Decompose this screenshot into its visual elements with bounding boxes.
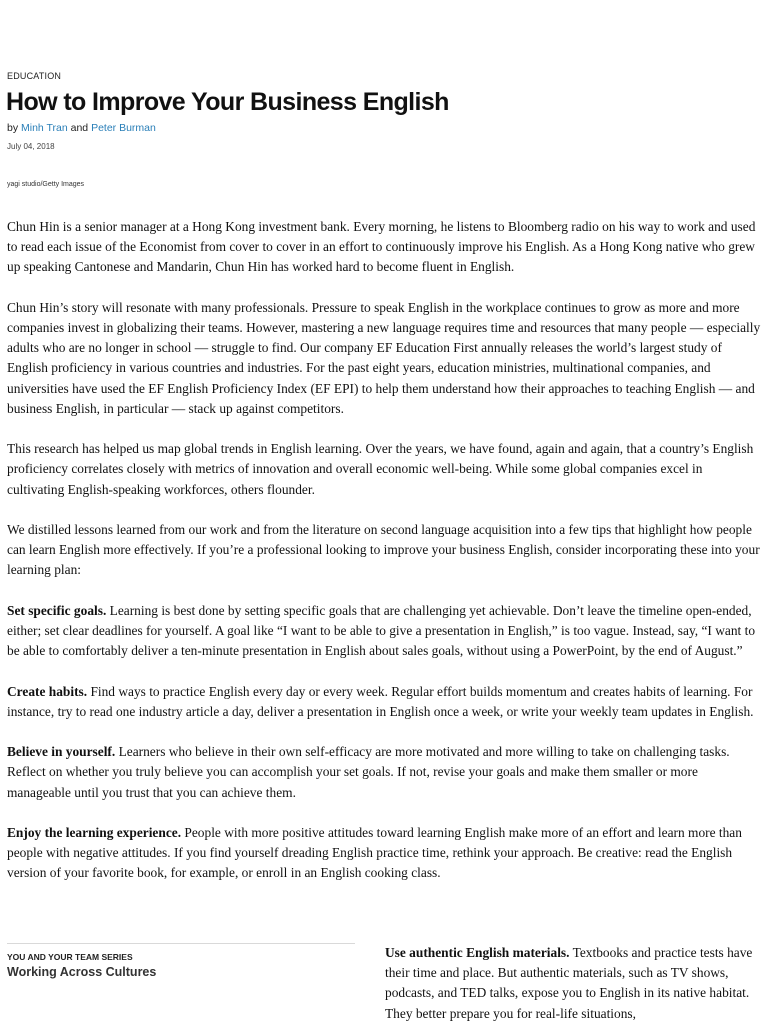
byline [7,122,156,134]
tip-enjoy-heading: Enjoy the learning experience. [7,824,182,840]
article-body [7,217,763,904]
tip-believe-text: Learners who believe in their own self-efficacy are more motivated and more willing to take on challenging tasks. Reflect on whether you truly believe you can accomplish your set goals. If not, revise your goals and make them smaller or more manageable until you trust that you can achieve them. [7,744,730,800]
publish-date: July 04, 2018 [7,142,55,151]
tip-set-goals-heading: Set specific goals. [7,602,107,618]
tip-create-habits-heading: Create habits. [7,683,88,699]
tip-believe-heading: Believe in yourself. [7,744,116,760]
tip-enjoy-text: People with more positive attitudes toward learning English make more of an effort and learn more than people with negative attitudes. If you find yourself dreading English practice time, rethink your approach. Be creative: read the English version of your favorite book, for example, or enroll in an English cooking class. [7,824,742,881]
tip-set-goals-text: Learning is best done by setting specific goals that are challenging yet achievable. Don’t leave the timeline open-ended, either; set clear deadlines for yourself. A goal like “I want to be able to give a presentation in English,” is too vague. Instead, say, “I want to be able to comfortably deliver a ten-minute presentation in English about sales goals, without using a PowerPoint, by the end of August.” [7,602,756,659]
tip-authentic-heading: Use authentic English materials. [385,945,570,960]
paragraph-resonate: Chun Hin’s story will resonate with many professionals. Pressure to speak English in the workplace continues to grow as more and more companies invest in globalizing their teams. However, mastering a new language requires time and resources that many people — especially adults who are no longer in school — struggle to find. Our company EF Education First annually releases the world’s largest study of English proficiency in various countries and industries. For the past eight years, education ministries, multinational companies, and universities have used the EF English Proficiency Index (EF EPI) to help them understand how their approaches to teaching English — and business English, in particular — stack up against competitors. [7,299,761,416]
section-label[interactable]: EDUCATION [7,71,62,81]
image-credit: yagi studio/Getty Images [7,181,85,188]
series-label: YOU AND YOUR TEAM SERIES [7,952,133,962]
paragraph-intro: Chun Hin is a senior manager at a Hong Kong investment bank. Every morning, he listens to Bloomberg radio on his way to work and used to read each issue of the Economist from cover to cover in an effort to continuously improve his English. As a Hong Kong native who grew up speaking Cantonese and Mandarin, Chun Hin has worked hard to become fluent in English. [7,219,756,275]
tip-create-habits-text: Find ways to practice English every day or every week. Regular effort builds momentum and creates habits of learning. For instance, try to read one industry article a day, deliver a presentation in English once a week, or write your weekly team updates in English. [7,683,754,719]
byline-prefix: by [7,122,19,134]
article-title: How to Improve Your Business English [6,88,449,116]
paragraph-research: This research has helped us map global trends in English learning. Over the years, we have found, again and again, that a country’s English proficiency correlates closely with metrics of innovation and overall economic well-being. While some global companies excel in cultivating English-speaking workforces, others flounder. [7,441,754,497]
author-link-peter-burman[interactable]: Peter Burman [91,122,156,134]
series-promo[interactable] [7,943,355,981]
series-title-link[interactable]: Working Across Cultures [7,965,157,979]
author-link-minh-tran[interactable]: Minh Tran [21,122,68,134]
tip-believe-in-yourself [7,742,763,803]
tip-enjoy-learning [7,823,763,884]
tip-authentic-text: Textbooks and practice tests have their time and place. But authentic materials, such as TV shows, podcasts, and TED talks, expose you to English in its native habitat. They better prepare you for real-life situations, [385,945,753,1021]
tip-create-habits [7,682,763,722]
paragraph-lessons: We distilled lessons learned from our work and from the literature on second language acquisition into a few tips that highlight how people can learn English more effectively. If you’re a professional looking to improve your business English, consider incorporating these into your learning plan: [7,522,760,578]
tip-set-goals [7,601,763,662]
tip-authentic-materials [385,943,760,1024]
byline-and: and [70,122,89,134]
